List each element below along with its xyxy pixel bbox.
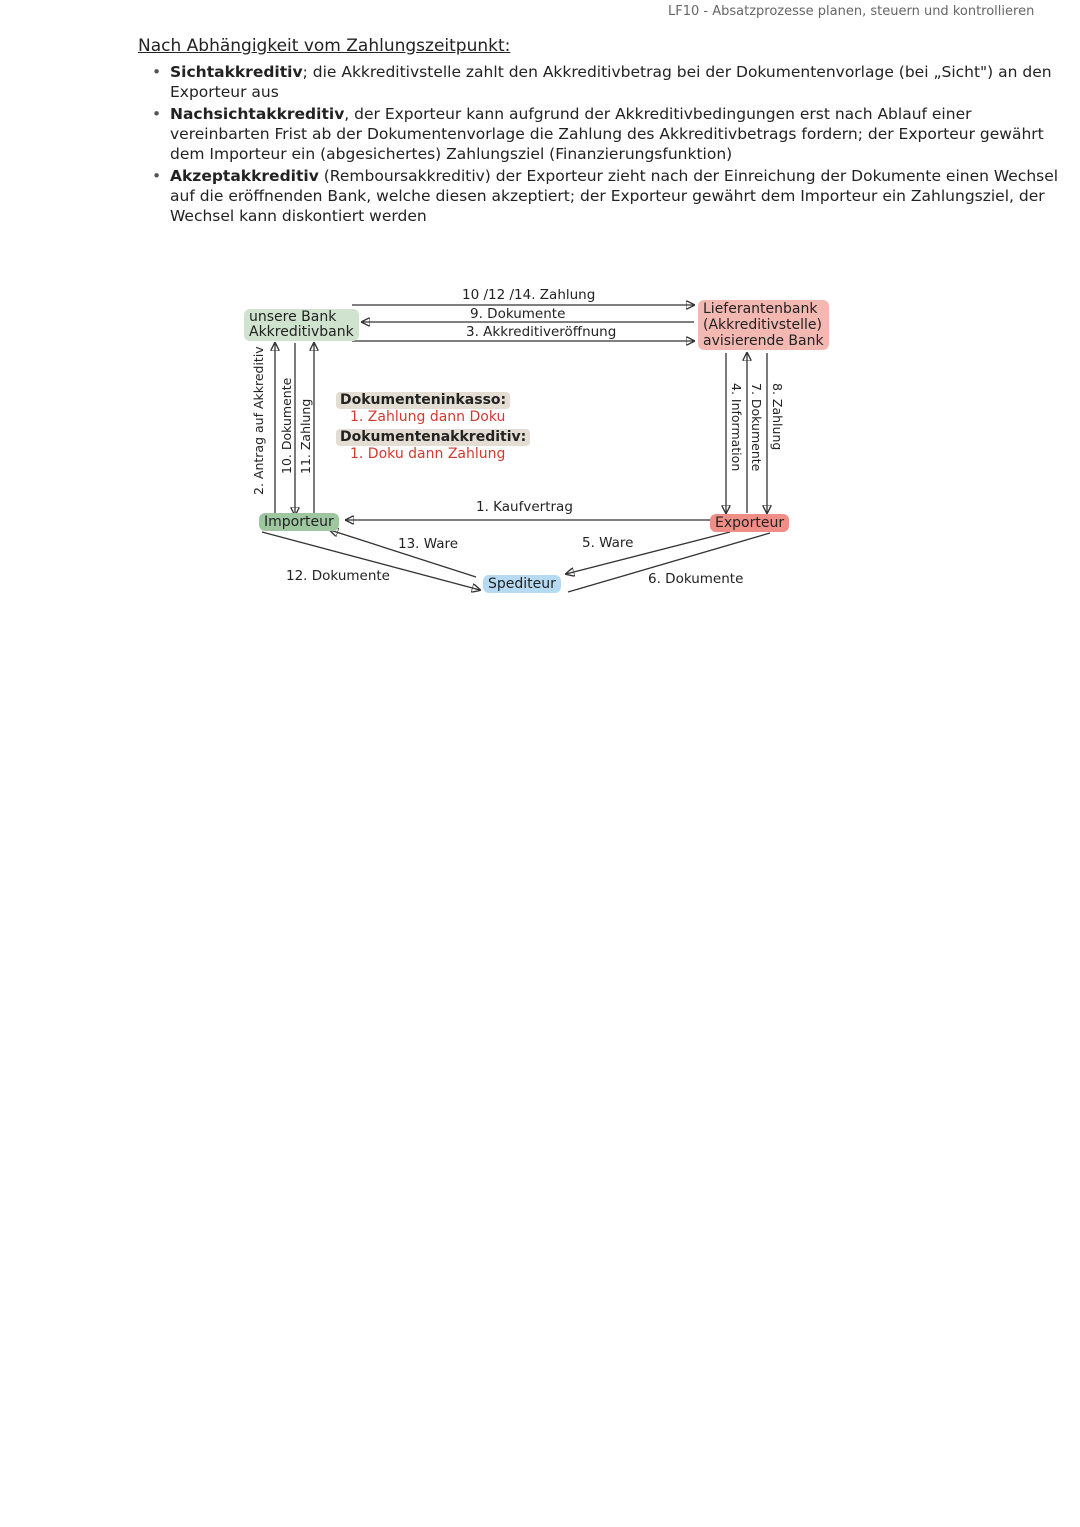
label-docs-to-importer: 10. Dokumente [279,377,294,474]
node-exporter: Exporteur [710,514,789,532]
label-docs-from-exporter: 7. Dokumente [749,383,764,472]
bullet-text: ; die Akkreditivstelle zahlt den Akkreditivbetrag bei der Dokumentenvorlage (bei „Sicht") an den Exporteur aus [170,63,1052,101]
node-supplier-bank-line1: Lieferantenbank [703,301,818,317]
label-credit-opening: 3. Akkreditiveröffnung [466,324,617,340]
node-our-bank-line2: Akkreditivbank [249,324,354,340]
label-payment-exporter: 8. Zahlung [770,383,785,451]
node-our-bank [244,309,359,341]
page-header: LF10 - Absatzprozesse planen, steuern und kontrollieren [668,4,1035,19]
label-goods-5: 5. Ware [582,535,634,551]
node-our-bank-line1: unsere Bank [249,309,337,325]
label-payment-importer: 11. Zahlung [298,398,313,474]
bullet-text: , der Exporteur kann aufgrund der Akkreditivbedingungen erst nach Ablauf einer vereinbarten Frist ab der Dokumentenvorlage die Zahlung des Akkreditivbetrags fordern; der Exporteur gewährt dem Importeur ein (abgesichertes) Zahlungsziel (Finanzierungsfunktion) [170,105,1044,163]
label-docs-12: 12. Dokumente [286,568,390,584]
bullet-text: (Remboursakkreditiv) der Exporteur zieht nach der Einreichung der Dokumente einen Wechsel auf die eröffnenden Bank, welche diesen akzeptiert; der Exporteur gewährt dem Importeur ein Zahlungsziel, der Wechsel kann diskontiert werden [170,167,1059,225]
node-supplier-bank [698,300,829,350]
node-forwarder: Spediteur [483,575,561,593]
bullet-term: Nachsichtakkreditiv [170,105,345,123]
label-goods-13: 13. Ware [398,536,459,552]
legend-akkreditiv-title: Dokumentenakkreditiv: [336,429,530,446]
label-credit-application: 2. Antrag auf Akkreditiv [251,346,266,495]
legend-inkasso-title: Dokumenteninkasso: [336,392,510,409]
bullet-term: Akzeptakkreditiv [170,167,319,185]
label-docs-banks: 9. Dokumente [470,306,566,322]
label-payment-banks: 10 /12 /14. Zahlung [462,287,596,303]
node-supplier-bank-line3: avisierende Bank [703,333,824,349]
bullet-term: Sichtakkreditiv [170,63,303,81]
node-importer: Importeur [259,513,339,531]
section-title: Nach Abhängigkeit vom Zahlungszeitpunkt: [138,36,511,56]
diagram-legend [336,392,530,463]
legend-inkasso-sub: 1. Zahlung dann Doku [350,409,506,425]
label-docs-6: 6. Dokumente [648,571,744,587]
node-supplier-bank-line2: (Akkreditivstelle) [703,317,823,333]
label-info: 4. Information [729,383,744,472]
label-purchase-contract: 1. Kaufvertrag [476,499,573,515]
legend-akkreditiv-sub: 1. Doku dann Zahlung [350,446,506,462]
